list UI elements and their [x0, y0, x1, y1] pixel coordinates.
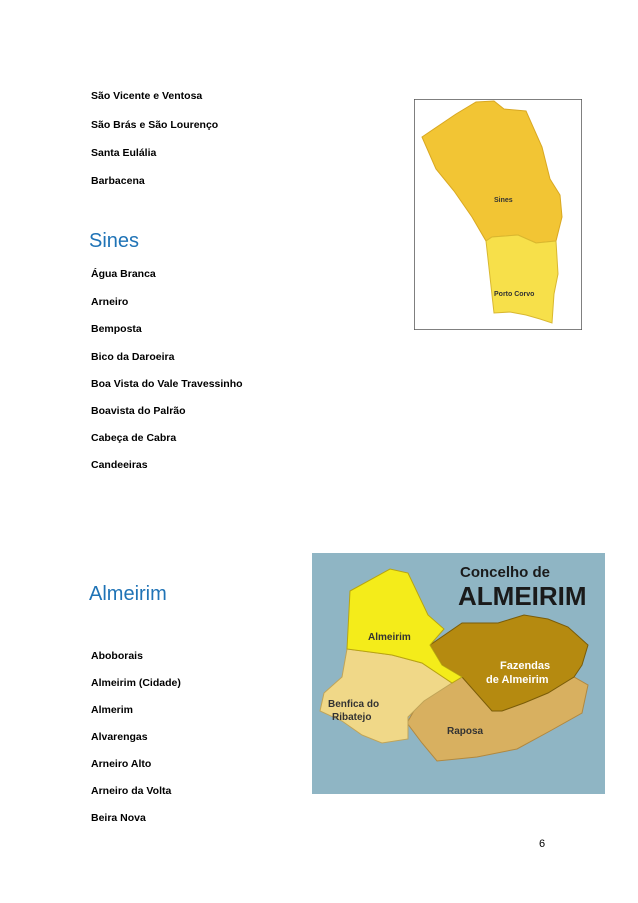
- list-item: Água Branca: [91, 268, 156, 280]
- list-item: Arneiro da Volta: [91, 785, 172, 797]
- page-number: 6: [539, 838, 546, 850]
- sines-map: [414, 99, 582, 330]
- map-label-raposa: Raposa: [447, 726, 484, 737]
- list-item: Cabeça de Cabra: [91, 432, 177, 444]
- map-label-almeirim: Almeirim: [368, 632, 411, 643]
- porto-corvo-region: [486, 235, 558, 323]
- list-item: Bemposta: [91, 323, 142, 335]
- map-label-benfica: Benfica do: [328, 699, 380, 710]
- map-title-line2: ALMEIRIM: [458, 581, 587, 611]
- list-item: Almerim: [91, 704, 134, 716]
- list-item: Candeeiras: [91, 459, 148, 471]
- list-item: Arneiro: [91, 296, 129, 308]
- map-title-line1: Concelho de: [460, 564, 551, 581]
- list-item: Boa Vista do Vale Travessinho: [91, 378, 243, 390]
- list-item: Alvarengas: [91, 731, 148, 743]
- list-item: São Brás e São Lourenço: [91, 119, 219, 131]
- section-heading-sines: Sines: [89, 230, 140, 252]
- map-label-fazendas-2: de Almeirim: [486, 674, 549, 686]
- list-item: Boavista do Palrão: [91, 405, 186, 417]
- list-item: Aboborais: [91, 650, 143, 662]
- list-item: Arneiro Alto: [91, 758, 152, 770]
- map-label-benfica-2: Ribatejo: [332, 712, 372, 723]
- map-label-sines: Sines: [494, 197, 513, 204]
- map-label-porto-corvo: Porto Corvo: [494, 291, 535, 298]
- almeirim-map: [312, 553, 605, 794]
- list-item: Barbacena: [91, 175, 145, 187]
- list-item: Bico da Daroeira: [91, 351, 175, 363]
- list-item: São Vicente e Ventosa: [91, 90, 203, 102]
- list-item: Beira Nova: [91, 812, 146, 824]
- section-heading-almeirim: Almeirim: [89, 583, 167, 605]
- map-label-fazendas: Fazendas: [500, 660, 551, 672]
- list-item: Santa Eulália: [91, 147, 157, 159]
- list-item: Almeirim (Cidade): [91, 677, 181, 689]
